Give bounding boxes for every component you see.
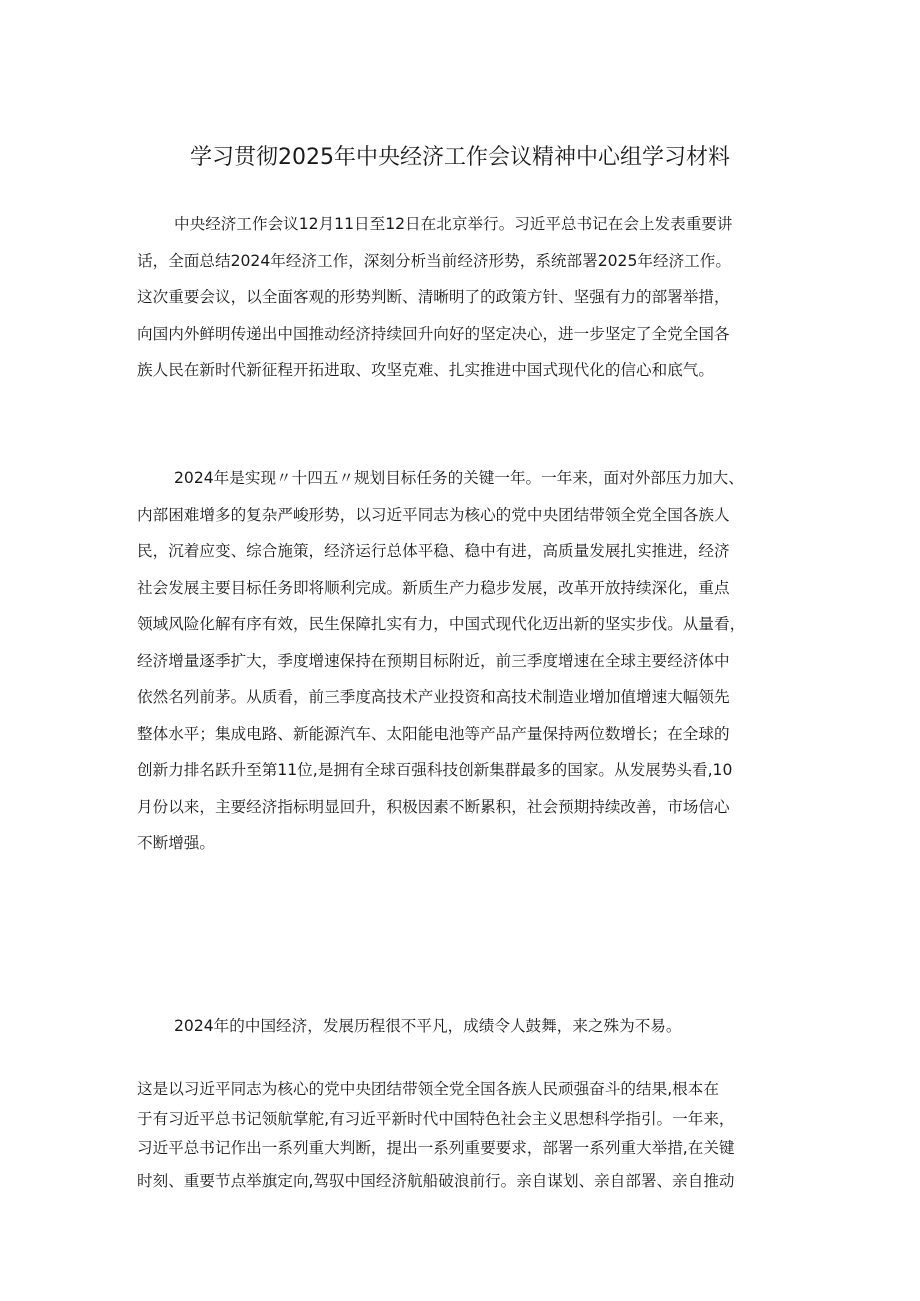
paragraph-4 xyxy=(137,1075,797,1200)
paragraph-line: 月份以来，主要经济指标明显回升，积极因素不断累积，社会预期持续改善，市场信心 xyxy=(137,797,730,816)
document-title: 学习贯彻2025年中央经济工作会议精神中心组学习材料 xyxy=(190,145,730,170)
paragraph-line: 中央经济工作会议12月11日至12日在北京举行。习近平总书记在会上发表重要讲 xyxy=(174,215,733,233)
paragraph-line: 族人民在新时代新征程开拓进取、攻坚克难、扎实推进中国式现代化的信心和底气。 xyxy=(137,361,714,379)
paragraph-line: 领域风险化解有序有效，民生保障扎实有力，中国式现代化迈出新的坚实步伐。从量看， xyxy=(137,615,746,633)
paragraph-line: 向国内外鲜明传递出中国推动经济持续回升向好的坚定决心，进一步坚定了全党全国各 xyxy=(137,324,730,343)
paragraph-1 xyxy=(137,206,797,389)
paragraph-line: 习近平总书记作出一系列重大判断，提出一系列重要要求，部署一系列重大举措,在关键 xyxy=(137,1139,735,1157)
paragraph-line: 社会发展主要目标任务即将顺利完成。新质生产力稳步发展，改革开放持续深化，重点 xyxy=(137,578,730,597)
paragraph-line: 2024年的中国经济，发展历程很不平凡，成绩令人鼓舞，来之殊为不易。 xyxy=(174,1017,682,1035)
paragraph-2 xyxy=(137,460,797,862)
paragraph-line: 不断增强。 xyxy=(137,834,215,852)
paragraph-3 xyxy=(137,1008,797,1045)
paragraph-line: 话，全面总结2024年经济工作，深刻分析当前经济形势，系统部署2025年经济工作。 xyxy=(137,251,731,270)
paragraph-line: 这是以习近平同志为核心的党中央团结带领全党全国各族人民顽强奋斗的结果,根本在 xyxy=(137,1080,719,1098)
paragraph-line: 于有习近平总书记领航掌舵,有习近平新时代中国特色社会主义思想科学指引。一年来， xyxy=(137,1109,735,1128)
paragraph-line: 经济增量逐季扩大，季度增速保持在预期目标附近，前三季度增速在全球主要经济体中 xyxy=(137,651,730,670)
paragraph-line: 创新力排名跃升至第11位,是拥有全球百强科技创新集群最多的国家。从发展势头看,10 xyxy=(137,761,733,779)
paragraph-line: 整体水平；集成电路、新能源汽车、太阳能电池等产品产量保持两位数增长；在全球的 xyxy=(137,724,730,743)
paragraph-line: 2024年是实现〃十四五〃规划目标任务的关键一年。一年来，面对外部压力加大、 xyxy=(174,469,744,487)
paragraph-line: 这次重要会议，以全面客观的形势判断、清晰明了的政策方针、坚强有力的部署举措， xyxy=(137,288,730,306)
paragraph-line: 依然名列前茅。从质看，前三季度高技术产业投资和高技术制造业增加值增速大幅领先 xyxy=(137,688,730,706)
paragraph-line: 内部困难增多的复杂严峻形势，以习近平同志为核心的党中央团结带领全党全国各族人 xyxy=(137,505,730,524)
paragraph-line: 民，沉着应变、综合施策，经济运行总体平稳、稳中有进，高质量发展扎实推进，经济 xyxy=(137,542,730,560)
paragraph-line: 时刻、重要节点举旗定向,驾驭中国经济航船破浪前行。亲自谋划、亲自部署、亲自推动 xyxy=(137,1172,735,1190)
